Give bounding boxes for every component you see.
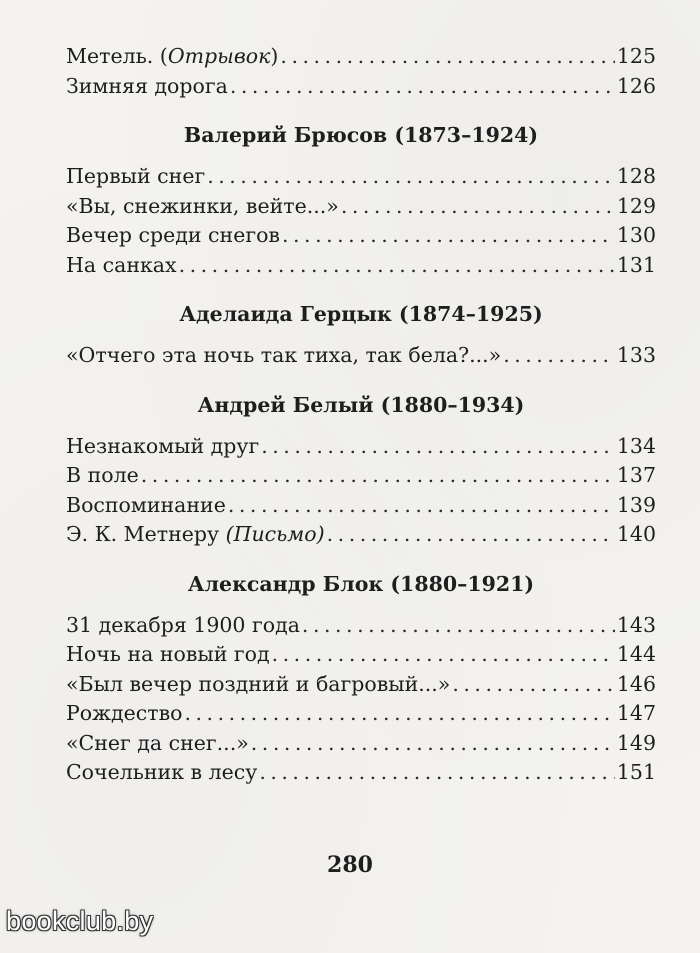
- dot-leader: [184, 699, 614, 729]
- dot-leader: [228, 491, 615, 521]
- author-heading: Александр Блок (1880–1921): [187, 571, 535, 596]
- toc-entry-page: 149: [616, 730, 656, 755]
- dot-leader: [230, 72, 615, 102]
- toc-entry-title: На санках: [66, 252, 177, 277]
- author-heading: Валерий Брюсов (1873–1924): [183, 123, 539, 147]
- dot-leader: [302, 611, 615, 641]
- dot-leader: [259, 758, 615, 788]
- dot-leader: [251, 729, 615, 759]
- toc-entry: [66, 341, 656, 371]
- toc-entry: [66, 758, 656, 788]
- toc-entry-page: 147: [616, 701, 656, 725]
- toc-entry: [66, 491, 656, 521]
- dot-leader: [327, 520, 615, 550]
- author-heading: Андрей Белый (1880–1934): [197, 392, 525, 417]
- dot-leader: [280, 42, 614, 72]
- toc-entry: [66, 670, 656, 700]
- toc-entry: [66, 729, 656, 759]
- toc-entry: [66, 42, 656, 72]
- toc-section: [66, 569, 656, 788]
- toc-entry: [66, 520, 656, 550]
- toc-entry-title: Вечер среди снегов: [66, 223, 280, 247]
- toc-entry: [66, 72, 656, 102]
- toc-entry-title: «Снег да снег...»: [66, 730, 249, 755]
- toc-entry-page: 137: [616, 463, 656, 487]
- toc-entry-page: 144: [616, 642, 656, 666]
- toc-entry-page: 143: [616, 612, 656, 637]
- dot-leader: [503, 341, 615, 371]
- toc-entry-title: В поле: [66, 463, 139, 487]
- toc-entry: [66, 221, 656, 251]
- author-heading: Аделаида Герцык (1874–1925): [179, 302, 543, 326]
- toc-entry-page: 134: [616, 433, 656, 458]
- toc-entry-title: Ночь на новый год: [66, 642, 270, 666]
- toc-entry-page: 126: [616, 73, 656, 98]
- toc-entry-title: «Вы, снежинки, вейте...»: [66, 193, 339, 218]
- dot-leader: [272, 640, 615, 670]
- toc-entry-title: Э. К. Метнеру (Письмо): [66, 522, 325, 546]
- toc-entry-title: «Отчего эта ночь так тиха, так бела?...»: [66, 343, 502, 367]
- dot-leader: [141, 461, 615, 491]
- toc-entry: [66, 192, 656, 222]
- toc-entry-page: 129: [616, 193, 656, 218]
- toc-section: [66, 120, 656, 280]
- toc-entry: [66, 611, 656, 641]
- toc-entry: [66, 251, 656, 281]
- toc-entry-page: 139: [616, 492, 656, 517]
- toc-entry: [66, 162, 656, 192]
- toc-entry-page: 133: [616, 343, 656, 367]
- toc-entry-page: 140: [616, 522, 656, 546]
- dot-leader: [452, 670, 615, 700]
- toc-section: [66, 299, 656, 371]
- toc-entry: [66, 432, 656, 462]
- toc-entry-title: Рождество: [66, 701, 183, 725]
- toc-entry-page: 125: [616, 44, 656, 68]
- toc-entry-page: 130: [616, 223, 656, 247]
- table-of-contents: [66, 42, 656, 788]
- toc-entry: [66, 461, 656, 491]
- toc-entry-page: 131: [616, 252, 656, 277]
- toc-entry-title: Незнакомый друг: [66, 433, 260, 458]
- toc-entry-page: 146: [616, 671, 656, 696]
- dot-leader: [282, 221, 615, 251]
- toc-entry: [66, 640, 656, 670]
- toc-section: [66, 390, 656, 550]
- dot-leader: [341, 192, 615, 222]
- toc-entry-title: «Был вечер поздний и багровый...»: [66, 671, 451, 696]
- dot-leader: [207, 162, 615, 192]
- dot-leader: [261, 432, 615, 462]
- toc-entry-title: Сочельник в лесу: [66, 760, 258, 784]
- toc-entry-title: 31 декабря 1900 года: [66, 612, 300, 637]
- dot-leader: [179, 251, 615, 281]
- toc-entry-title: Воспоминание: [66, 492, 226, 517]
- toc-entry-title: Зимняя дорога: [66, 73, 228, 98]
- toc-entry: [66, 699, 656, 729]
- toc-section: [66, 42, 656, 101]
- watermark: bookclub.by: [6, 906, 154, 936]
- toc-entry-page: 151: [616, 760, 656, 784]
- page-number: 280: [327, 852, 373, 878]
- toc-entry-page: 128: [616, 164, 656, 188]
- toc-entry-title: Первый снег: [66, 164, 206, 188]
- toc-entry-title: Метель. (Отрывок): [66, 44, 279, 68]
